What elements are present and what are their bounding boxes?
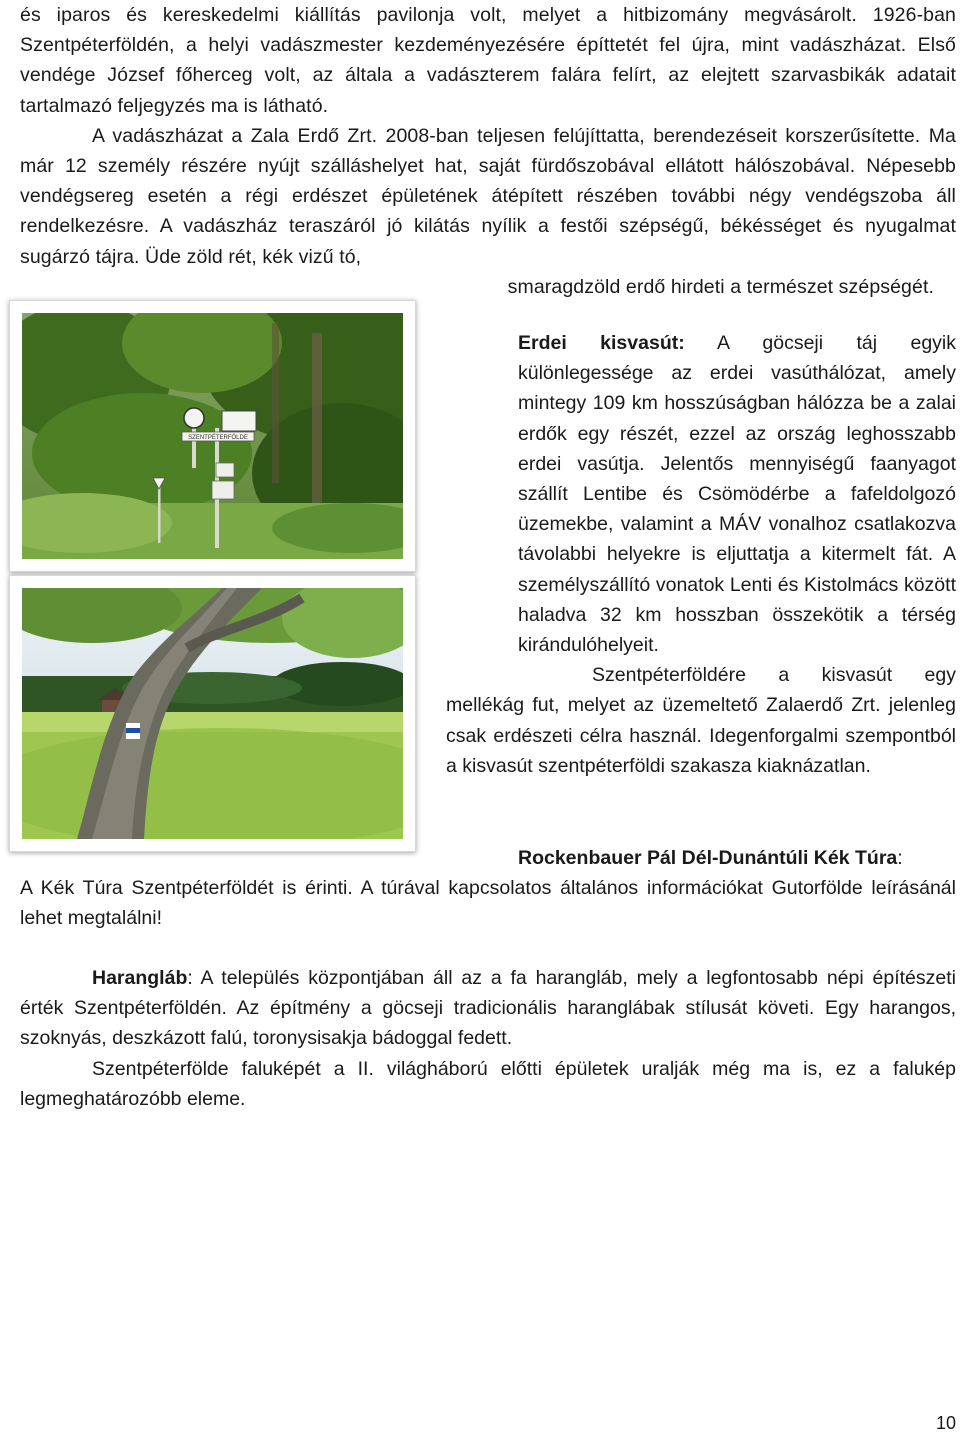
blue-trail-colon: : [897, 847, 903, 869]
sign-text: SZENTPÉTERFÖLDE [188, 435, 248, 441]
bell-tower-paragraph-1: : A település központjában áll az a fa harangláb, mely a legfontosabb népi építészeti érték Szentpéterföldén. Az építmény a göcseji tradicionális haranglábak stílusát követi. Egy harangos, szoknyás, deszkázott falú, toronysisakja bádoggal fedett. [20, 967, 956, 1050]
bell-tower-section [20, 963, 956, 1114]
signpost-forest-image [22, 313, 403, 559]
blue-trail-heading-line [518, 843, 958, 873]
forest-railway-paragraph-2: Szentpéterföldére a kisvasút egy mellékág fut, melyet az üzemeltető Zalaerdő Zrt. jelenleg csak erdészeti célra használ. Idegenforgalmi szempontból a kisvasút szentpéterföldi szakasza kiaknázatlan. [446, 664, 956, 777]
blue-trail-section [20, 873, 956, 933]
intro-section [20, 0, 956, 302]
bell-tower-heading: Harangláb [92, 967, 188, 989]
forest-railway-heading: Erdei kisvasút: [518, 332, 685, 354]
blue-trail-paragraph: A Kék Túra Szentpéterföldét is érinti. A túrával kapcsolatos általános információkat Gutorfölde leírásánál lehet megtalálni! [20, 877, 956, 930]
intro-paragraph-2-tail: smaragdzöld erdő hirdeti a természet szépségét. [507, 275, 934, 298]
bell-tower-paragraph-2: Szentpéterfölde faluképét a II. világháború előtti épületek uralják még ma is, ez a falukép legmeghatározóbb eleme. [20, 1057, 956, 1110]
blue-trail-heading: Rockenbauer Pál Dél-Dunántúli Kék Túra [518, 847, 898, 869]
forest-railway-section [446, 328, 956, 781]
intro-paragraph-1: és iparos és kereskedelmi kiállítás pavilonja volt, melyet a hitbizomány megvásárolt. 1926-ban Szentpéterföldén, a helyi vadászmester kezdeményezésére építtetét fel újra, mint vadászházat. Első vendége József főherceg volt, az általa a vadászterem falára felírt, az elejtett szarvasbikák adatait tartalmazó feljegyzés ma is látható. [20, 4, 956, 117]
page-number: 10 [935, 1413, 956, 1433]
signpost-photo [9, 300, 416, 572]
intro-paragraph-2: A vadászházat a Zala Erdő Zrt. 2008-ban teljesen felújíttatta, berendezéseit korszerűsítette. Ma már 12 személy részére nyújt szálláshelyet hat, saját fürdőszobával ellátott hálószobával. Népesebb vendégsereg esetén a régi erdészet épületének átépített részében további négy vendégszoba áll rendelkezésre. A vadászház teraszáról jó kilátás nyílik a festői szépségű, békésséget és nyugalmat sugárzó tájra. Üde zöld rét, kék vizű tó, [20, 124, 956, 268]
meadow-tree-image [22, 588, 403, 839]
forest-railway-paragraph-1: A göcseji táj egyik különlegessége az erdei vasúthálózat, amely mintegy 109 km hosszúságban hálózza be a zalai erdők egy részét, ezzel az ország leghosszabb erdei vasútja. Jelentős mennyiségű faanyagot szállít Lentibe és Csömödérbe a fafeldolgozó üzemekbe, valamint a MÁV vonalhoz csatlakozva távolabbi helyekre is eljuttatja a kitermelt fát. A személyszállító vonatok Lenti és Kistolmács között haladva 32 km hosszban összekötik a térség kirándulóhelyeit. [518, 332, 956, 657]
meadow-photo [9, 575, 416, 852]
